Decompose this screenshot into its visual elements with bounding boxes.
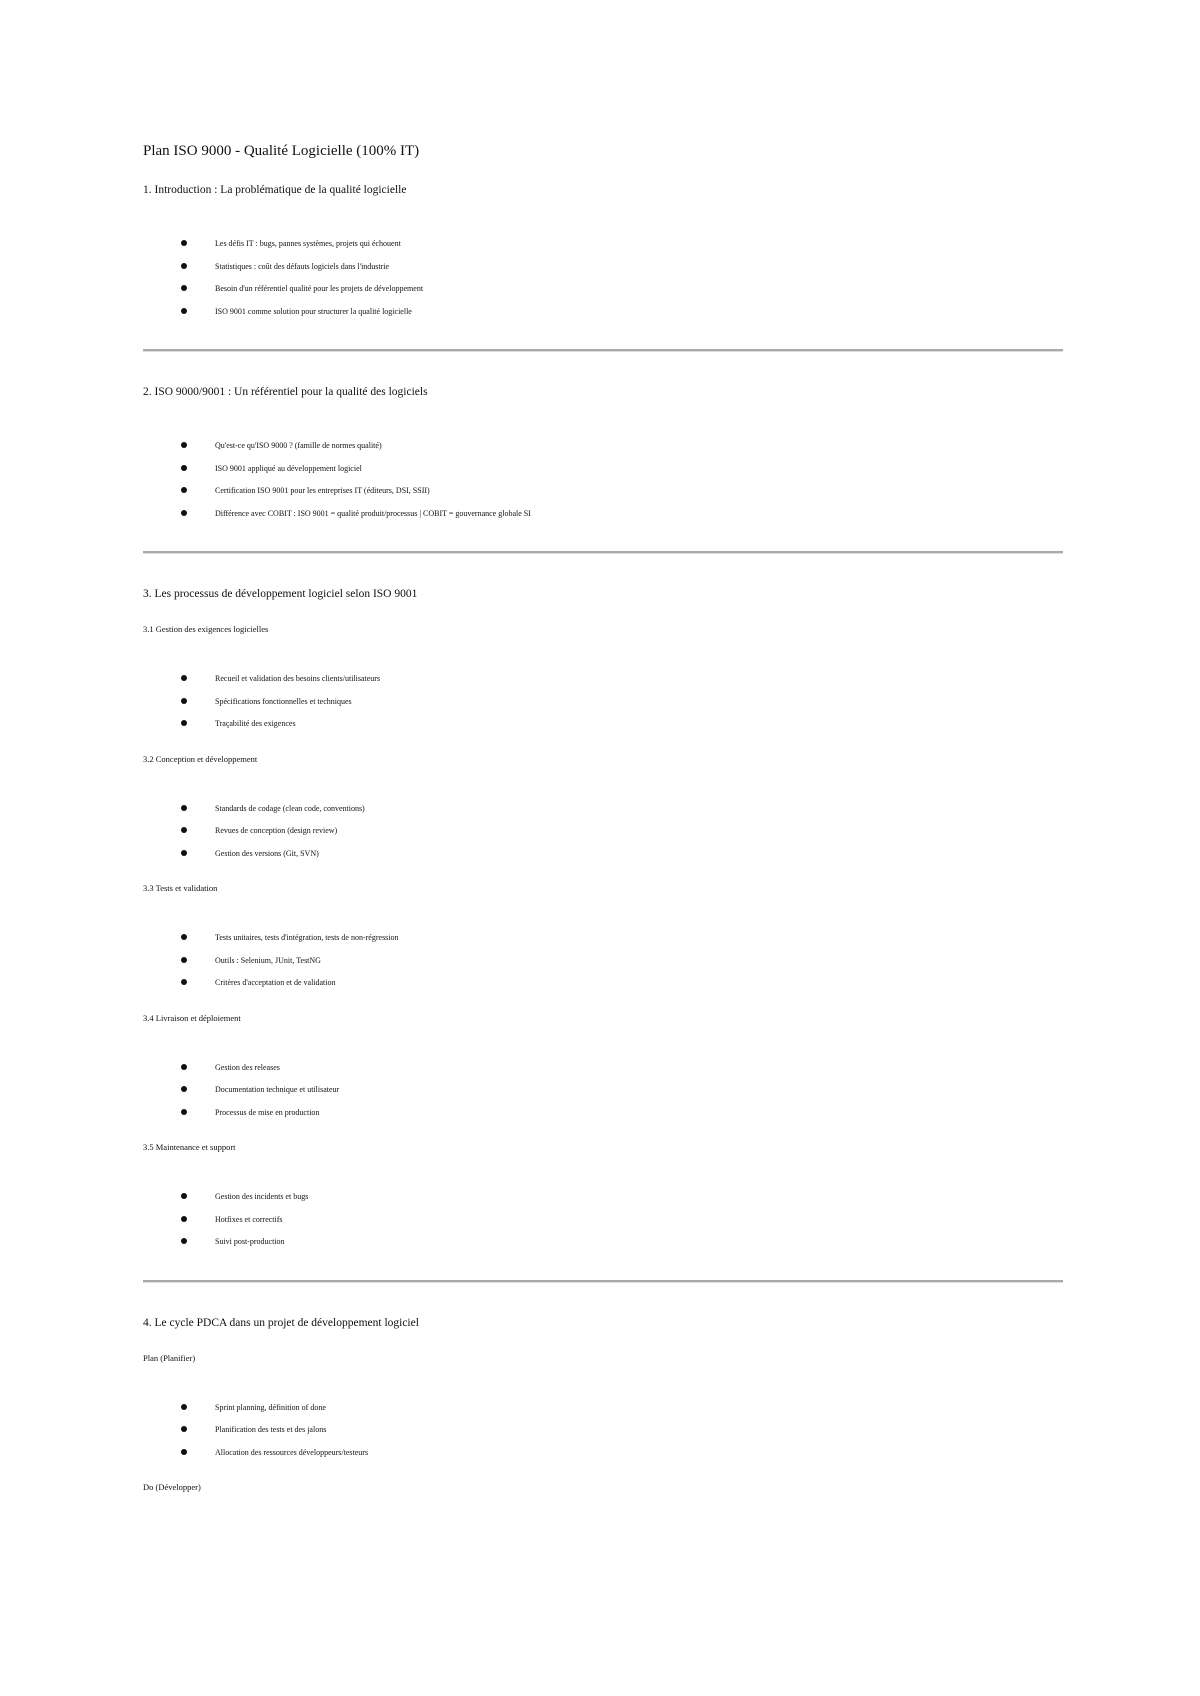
- list-item-text: Gestion des releases: [215, 1062, 280, 1072]
- list-item: [143, 458, 1063, 481]
- bullet-icon: [181, 285, 187, 291]
- bullet-list: [143, 1397, 1063, 1465]
- bullet-icon: [181, 1064, 187, 1070]
- list-item: [143, 972, 1063, 995]
- list-item-text: Recueil et validation des besoins clients/utilisateurs: [215, 674, 381, 683]
- list-item: [143, 1057, 1063, 1080]
- bullet-icon: [181, 465, 187, 471]
- list-item: [143, 843, 1063, 866]
- bullet-icon: [181, 698, 187, 704]
- list-item: [143, 798, 1063, 821]
- list-item-text: Gestion des versions (Git, SVN): [215, 848, 319, 858]
- bullet-icon: [181, 1238, 187, 1244]
- bullet-list: [143, 435, 1063, 525]
- list-item-text: Statistiques : coût des défauts logiciels dans l'industrie: [215, 261, 390, 271]
- subsection-title-maintenance: 3.5 Maintenance et support: [143, 1142, 236, 1152]
- list-item: [143, 435, 1063, 458]
- list-item-text: Hotfixes et correctifs: [215, 1214, 283, 1224]
- bullet-icon: [181, 1216, 187, 1222]
- document-title: Plan ISO 9000 - Qualité Logicielle (100% IT): [143, 143, 420, 159]
- subsection-title-tests: 3.3 Tests et validation: [143, 883, 218, 893]
- list-item: [143, 668, 1063, 691]
- bullet-icon: [181, 263, 187, 269]
- list-item: [143, 1209, 1063, 1232]
- bullet-list: [143, 798, 1063, 866]
- bullet-icon: [181, 510, 187, 516]
- bullet-icon: [181, 957, 187, 963]
- section-title-pdca: 4. Le cycle PDCA dans un projet de développement logiciel: [143, 1316, 419, 1329]
- bullet-icon: [181, 979, 187, 985]
- subsection-title-plan: Plan (Planifier): [143, 1352, 196, 1363]
- bullet-icon: [181, 1404, 187, 1410]
- bullet-icon: [181, 1086, 187, 1092]
- subsection-title-delivery: 3.4 Livraison et déploiement: [143, 1012, 241, 1023]
- list-item-text: Qu'est-ce qu'ISO 9000 ? (famille de normes qualité): [215, 441, 382, 450]
- bullet-icon: [181, 1449, 187, 1455]
- bullet-icon: [181, 805, 187, 811]
- bullet-list: [143, 668, 1063, 736]
- list-item-text: Les défis IT : bugs, pannes systèmes, projets qui échouent: [215, 239, 401, 248]
- bullet-icon: [181, 240, 187, 246]
- list-item: [143, 480, 1063, 503]
- list-item: [143, 1231, 1063, 1254]
- bullet-icon: [181, 308, 187, 314]
- list-item: [143, 256, 1063, 279]
- list-item-text: Critères d'acceptation et de validation: [215, 978, 336, 987]
- list-item: [143, 1419, 1063, 1442]
- bullet-icon: [181, 1109, 187, 1115]
- list-item-text: Processus de mise en production: [215, 1107, 320, 1117]
- list-item-text: Traçabilité des exigences: [215, 719, 296, 728]
- subsection-title-design: 3.2 Conception et développement: [143, 753, 258, 764]
- section-title-introduction: 1. Introduction : La problématique de la qualité logicielle: [143, 184, 407, 196]
- subsection-title-do: Do (Développer): [143, 1482, 201, 1492]
- list-item: [143, 950, 1063, 973]
- list-item: [143, 233, 1063, 256]
- list-item-text: Certification ISO 9001 pour les entreprises IT (éditeurs, DSI, SSII): [215, 486, 430, 495]
- bullet-icon: [181, 675, 187, 681]
- list-item: [143, 278, 1063, 301]
- list-item-text: Allocation des ressources développeurs/testeurs: [215, 1447, 369, 1457]
- list-item: [143, 820, 1063, 843]
- section-title-dev-processes: 3. Les processus de développement logiciel selon ISO 9001: [143, 588, 418, 600]
- list-item-text: Besoin d'un référentiel qualité pour les projets de développement: [215, 284, 424, 293]
- list-item-text: ISO 9001 appliqué au développement logiciel: [215, 463, 362, 473]
- list-item: [143, 503, 1063, 526]
- bullet-icon: [181, 720, 187, 726]
- list-item: [143, 1079, 1063, 1102]
- list-item-text: Outils : Selenium, JUnit, TestNG: [215, 955, 321, 965]
- list-item: [143, 1186, 1063, 1209]
- bullet-list: [143, 927, 1063, 995]
- bullet-icon: [181, 1193, 187, 1199]
- list-item: [143, 1442, 1063, 1465]
- list-item: [143, 927, 1063, 950]
- bullet-icon: [181, 1426, 187, 1432]
- list-item-text: Suivi post-production: [215, 1237, 285, 1246]
- bullet-list: [143, 1186, 1063, 1254]
- list-item-text: Planification des tests et des jalons: [215, 1425, 327, 1434]
- list-item-text: Tests unitaires, tests d'intégration, tests de non-régression: [215, 933, 399, 942]
- list-item: [143, 301, 1063, 324]
- list-item: [143, 1397, 1063, 1420]
- list-item-text: Gestion des incidents et bugs: [215, 1192, 309, 1201]
- list-item-text: Spécifications fonctionnelles et techniques: [215, 696, 352, 706]
- bullet-icon: [181, 487, 187, 493]
- list-item: [143, 691, 1063, 714]
- list-item-text: Documentation technique et utilisateur: [215, 1085, 340, 1094]
- bullet-list: [143, 1057, 1063, 1125]
- list-item-text: ISO 9001 comme solution pour structurer la qualité logicielle: [215, 306, 412, 316]
- list-item-text: Différence avec COBIT : ISO 9001 = qualité produit/processus | COBIT = gouvernance globale SI: [215, 508, 531, 518]
- bullet-list: [143, 233, 1063, 323]
- bullet-icon: [181, 442, 187, 448]
- section-title-iso-referential: 2. ISO 9000/9001 : Un référentiel pour la qualité des logiciels: [143, 386, 428, 398]
- subsection-title-requirements: 3.1 Gestion des exigences logicielles: [143, 624, 269, 634]
- bullet-icon: [181, 934, 187, 940]
- list-item: [143, 1102, 1063, 1125]
- bullet-icon: [181, 827, 187, 833]
- document-body: [143, 139, 1063, 1494]
- list-item-text: Sprint planning, définition of done: [215, 1402, 326, 1412]
- list-item: [143, 713, 1063, 736]
- list-item-text: Standards de codage (clean code, conventions): [215, 803, 365, 813]
- bullet-icon: [181, 850, 187, 856]
- list-item-text: Revues de conception (design review): [215, 826, 338, 835]
